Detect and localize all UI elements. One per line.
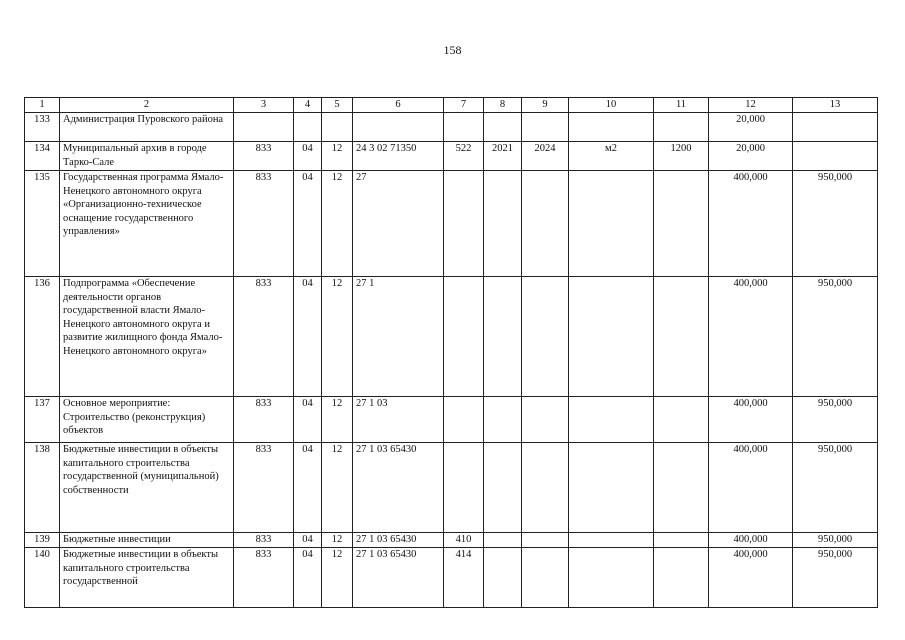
row-number: 139 [25,533,60,548]
cell-9 [522,171,569,277]
cell-12: 400,000 [709,277,793,397]
cell-13: 950,000 [793,171,878,277]
cell-13: 950,000 [793,533,878,548]
table-row [25,548,878,608]
cell-13: 950,000 [793,277,878,397]
cell-12: 400,000 [709,443,793,533]
column-header: 9 [522,98,569,113]
cell-7 [444,113,484,142]
page-number: 158 [443,43,462,57]
cell-11: 1200 [654,142,709,171]
cell-7 [444,171,484,277]
cell-4: 04 [294,142,322,171]
cell-10 [569,548,654,608]
cell-3: 833 [234,277,294,397]
cell-4 [294,113,322,142]
column-header: 11 [654,98,709,113]
cell-8 [484,397,522,443]
table-row [25,113,878,142]
cell-6: 27 1 03 65430 [353,548,444,608]
cell-9 [522,533,569,548]
column-header: 2 [60,98,234,113]
row-number: 133 [25,113,60,142]
cell-3: 833 [234,171,294,277]
cell-12: 400,000 [709,171,793,277]
cell-10 [569,443,654,533]
cell-3 [234,113,294,142]
column-header: 4 [294,98,322,113]
cell-11 [654,277,709,397]
table-row [25,142,878,171]
cell-10 [569,277,654,397]
header-row [25,98,878,113]
cell-10 [569,171,654,277]
row-name: Государственная программа Ямало-Ненецкого автономного округа «Организационно-техническое оснащение государственного управления» [60,171,234,277]
cell-11 [654,113,709,142]
row-number: 134 [25,142,60,171]
column-header: 3 [234,98,294,113]
cell-9 [522,548,569,608]
cell-7: 410 [444,533,484,548]
column-header: 5 [322,98,353,113]
cell-8: 2021 [484,142,522,171]
table-row [25,533,878,548]
cell-9 [522,443,569,533]
cell-6: 24 3 02 71350 [353,142,444,171]
cell-5: 12 [322,171,353,277]
cell-9 [522,397,569,443]
cell-13: 950,000 [793,443,878,533]
table-row [25,443,878,533]
cell-12: 20,000 [709,113,793,142]
cell-3: 833 [234,142,294,171]
cell-13 [793,113,878,142]
cell-12: 20,000 [709,142,793,171]
cell-8 [484,548,522,608]
table-row [25,277,878,397]
cell-6: 27 1 [353,277,444,397]
cell-9 [522,113,569,142]
cell-13: 950,000 [793,397,878,443]
cell-9: 2024 [522,142,569,171]
cell-8 [484,277,522,397]
cell-7: 522 [444,142,484,171]
cell-4: 04 [294,397,322,443]
cell-10 [569,397,654,443]
row-number: 136 [25,277,60,397]
cell-6: 27 1 03 [353,397,444,443]
column-header: 10 [569,98,654,113]
row-number: 138 [25,443,60,533]
cell-3: 833 [234,533,294,548]
cell-5: 12 [322,533,353,548]
cell-7: 414 [444,548,484,608]
cell-13: 950,000 [793,548,878,608]
cell-11 [654,533,709,548]
cell-3: 833 [234,397,294,443]
cell-8 [484,443,522,533]
cell-6 [353,113,444,142]
cell-7 [444,277,484,397]
row-name: Муниципальный архив в городе Тарко-Сале [60,142,234,171]
cell-11 [654,397,709,443]
table-row [25,397,878,443]
cell-5: 12 [322,142,353,171]
cell-11 [654,171,709,277]
cell-5 [322,113,353,142]
cell-4: 04 [294,533,322,548]
row-name: Администрация Пуровского района [60,113,234,142]
column-header: 1 [25,98,60,113]
cell-10 [569,533,654,548]
row-name: Подпрограмма «Обеспечение деятельности органов государственной власти Ямало-Ненецкого автономного округа и развитие жилищного фонда Ямало-Ненецкого автономного округа» [60,277,234,397]
cell-3: 833 [234,443,294,533]
cell-4: 04 [294,548,322,608]
row-name: Бюджетные инвестиции в объекты капитального строительства государственной (муниципальной) собственности [60,443,234,533]
cell-7 [444,443,484,533]
cell-10: м2 [569,142,654,171]
table-row [25,171,878,277]
cell-4: 04 [294,443,322,533]
cell-6: 27 1 03 65430 [353,533,444,548]
cell-8 [484,533,522,548]
cell-5: 12 [322,277,353,397]
row-number: 135 [25,171,60,277]
cell-12: 400,000 [709,533,793,548]
row-number: 137 [25,397,60,443]
cell-5: 12 [322,397,353,443]
cell-11 [654,548,709,608]
row-number: 140 [25,548,60,608]
cell-10 [569,113,654,142]
cell-5: 12 [322,548,353,608]
cell-11 [654,443,709,533]
row-name: Бюджетные инвестиции [60,533,234,548]
cell-8 [484,171,522,277]
cell-9 [522,277,569,397]
cell-7 [444,397,484,443]
row-name: Основное мероприятие: Строительство (реконструкция) объектов [60,397,234,443]
column-header: 12 [709,98,793,113]
cell-8 [484,113,522,142]
column-header: 6 [353,98,444,113]
row-name: Бюджетные инвестиции в объекты капитального строительства государственной [60,548,234,608]
cell-13 [793,142,878,171]
cell-4: 04 [294,171,322,277]
column-header: 8 [484,98,522,113]
cell-3: 833 [234,548,294,608]
budget-table [24,97,878,608]
cell-5: 12 [322,443,353,533]
cell-6: 27 1 03 65430 [353,443,444,533]
cell-4: 04 [294,277,322,397]
cell-12: 400,000 [709,548,793,608]
column-header: 13 [793,98,878,113]
cell-12: 400,000 [709,397,793,443]
cell-6: 27 [353,171,444,277]
column-header: 7 [444,98,484,113]
